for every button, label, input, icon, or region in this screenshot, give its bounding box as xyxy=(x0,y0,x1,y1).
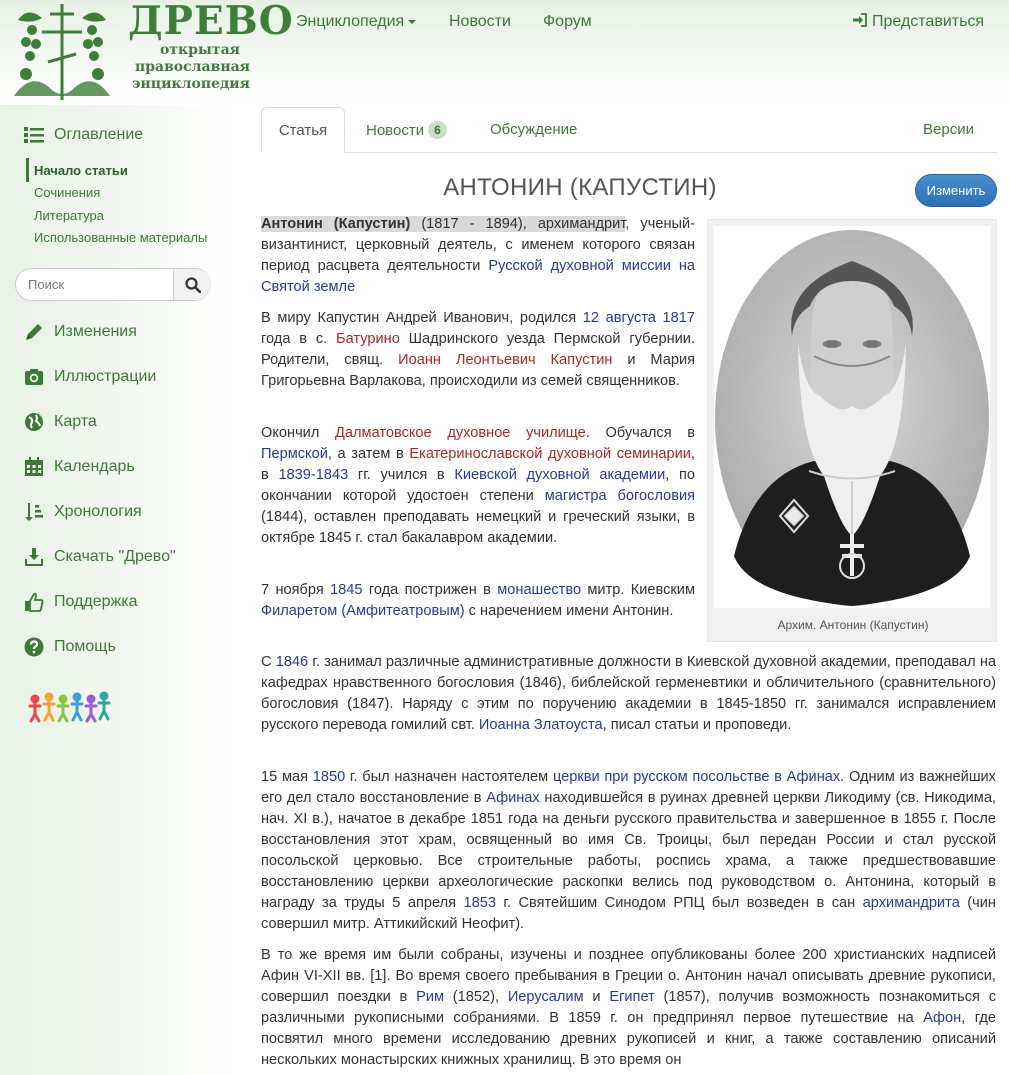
article-figure xyxy=(707,219,997,642)
text-span: года в с. xyxy=(261,331,337,347)
text-span: , писал статьи и проповеди. xyxy=(602,717,792,733)
text-span: митр. Киевским xyxy=(581,582,695,598)
link-ekaterinoslav-seminary[interactable]: Екатеринославской духовной семинарии xyxy=(409,446,691,462)
text-span: , где посвятил много времени исследованию древних рукописей и книг, а также составлению описаний нескольких монастырских книжных хранилищ. В это время он xyxy=(261,1010,996,1068)
sidebar-item-label: Хронология xyxy=(54,503,142,520)
toc-item-start[interactable]: Начало статьи xyxy=(34,163,128,178)
link-baturino[interactable]: Батурино xyxy=(336,331,400,347)
page-title: АНТОНИН (КАПУСТИН) xyxy=(443,174,717,201)
sidebar-item-label: Помощь xyxy=(54,638,116,655)
login-link[interactable] xyxy=(853,13,984,31)
login-label: Представиться xyxy=(872,13,985,30)
text-span: . Одним из важнейших его дел стало восстановление в xyxy=(261,769,996,806)
text-span: г. был назначен настоятелем xyxy=(345,769,553,785)
paragraph-6 xyxy=(261,767,996,935)
text-span: 7 ноября xyxy=(261,582,331,598)
logo-subtitle xyxy=(132,42,250,93)
camera-icon xyxy=(24,367,44,387)
sidebar-item-label: Изменения xyxy=(54,323,137,340)
sidebar-item-calendar[interactable] xyxy=(24,455,135,479)
text-span: и xyxy=(583,989,610,1005)
paragraph-3 xyxy=(261,423,695,549)
sidebar-item-map[interactable] xyxy=(24,410,97,434)
question-circle-icon xyxy=(24,637,44,657)
link-athens-church[interactable]: церкви при русском посольстве в Афинах xyxy=(552,769,841,785)
paragraph-4 xyxy=(261,580,695,622)
link-1846[interactable]: 1846 xyxy=(275,654,309,670)
sidebar-item-label: Карта xyxy=(54,413,97,430)
nav-forum[interactable]: Форум xyxy=(543,13,592,30)
sign-in-icon xyxy=(853,13,867,27)
tab-news-label: Новости xyxy=(366,122,425,139)
link-birth-date[interactable]: 12 августа 1817 xyxy=(582,310,695,326)
article-name-bold: Антонин (Капустин) xyxy=(261,216,411,232)
text-span: В миру Капустин Андрей Иванович, родился xyxy=(261,310,583,326)
toc-item-works[interactable]: Сочинения xyxy=(34,185,101,200)
link-perm[interactable]: Пермской xyxy=(261,446,328,462)
text-span: года пострижен в xyxy=(362,582,498,598)
link-master-theology[interactable]: магистра богословия xyxy=(544,488,695,504)
sidebar-item-label: Иллюстрации xyxy=(54,368,157,385)
logo-title: ДРЕВО xyxy=(128,0,294,44)
nav-news[interactable]: Новости xyxy=(449,13,511,30)
text-span: С xyxy=(261,654,276,670)
sidebar-item-illustrations[interactable] xyxy=(24,365,156,389)
tab-discussion[interactable]: Обсуждение xyxy=(490,121,578,138)
logo-subtitle-line-1: открытая xyxy=(159,42,241,58)
calendar-icon xyxy=(24,457,44,477)
sidebar-item-help[interactable] xyxy=(24,635,116,659)
link-1853[interactable]: 1853 xyxy=(463,895,496,911)
text-span: находившейся в руинах древней церкви Ликодиму (св. Никодима, нач. XI в.), начатое в декабре 1851 года на деньги русского правительства и завершенное в 1855 г. После восстановления этот храм, освященный во имя Св. Троицы, был передан России и стал русской посольской церковью. Все строительные работы, роспись храма, а также предшествовавшие восстановлению церкви археологические раскопки велись под руководством о. Антонина, который в награду за труды 5 апреля xyxy=(261,790,996,911)
link-kiev-academy[interactable]: Киевской духовной академии xyxy=(454,467,666,483)
paragraph-7 xyxy=(261,945,996,1071)
link-jerusalem[interactable]: Иерусалим xyxy=(507,989,584,1005)
tab-news[interactable] xyxy=(366,121,447,139)
text-span: В то же время им были собраны, изучены и позднее опубликованы более 200 христианских надписей Афин VI-XII вв. [1]. Во время своего пребывания в Греции о. Антонин начал описывать древние рукописи, совершил поездки в xyxy=(261,947,996,1005)
sidebar-toc[interactable] xyxy=(24,123,143,147)
logo-subtitle-line-2: православная xyxy=(134,59,250,75)
search-button[interactable] xyxy=(173,269,211,300)
sidebar-item-label: Календарь xyxy=(54,458,135,475)
link-father[interactable]: Иоанн Леонтьевич Капустин xyxy=(398,352,613,368)
sidebar-item-label: Скачать "Древо" xyxy=(54,548,176,565)
text-span: Окончил xyxy=(261,425,336,441)
tab-versions[interactable]: Версии xyxy=(923,121,974,138)
link-john-chrysostom[interactable]: Иоанна Златоуста xyxy=(478,717,603,733)
pencil-icon xyxy=(24,322,44,342)
link-athos[interactable]: Афон xyxy=(923,1010,962,1026)
sidebar-item-label: Поддержка xyxy=(54,593,138,610)
text-span: 15 мая xyxy=(261,769,313,785)
download-icon xyxy=(24,547,44,567)
search-box xyxy=(15,268,211,301)
globe-icon xyxy=(24,412,44,432)
logo[interactable] xyxy=(12,0,294,104)
link-monasticism[interactable]: монашество xyxy=(497,582,582,598)
edit-button[interactable]: Изменить xyxy=(915,174,997,207)
toc-item-literature[interactable]: Литература xyxy=(34,208,104,223)
image-caption: Архим. Антонин (Капустин) xyxy=(777,618,929,632)
link-1850[interactable]: 1850 xyxy=(312,769,346,785)
link-archimandrite[interactable]: архимандрита xyxy=(862,895,960,911)
paragraph-2 xyxy=(261,308,695,392)
link-filaret[interactable]: Филаретом (Амфитеатровым) xyxy=(261,603,465,619)
news-count-badge: 6 xyxy=(428,121,447,139)
highlighted-text xyxy=(261,216,625,232)
link-years[interactable]: 1839-1843 xyxy=(278,467,349,483)
link-athens[interactable]: Афинах xyxy=(486,790,540,806)
people-logo-icon xyxy=(27,690,117,726)
text-span: (чин совершил митр. Аттикийский Неофит). xyxy=(261,895,996,932)
link-rome[interactable]: Рим xyxy=(416,989,445,1005)
text-span: (1817 - 1894), архимандрит xyxy=(410,216,626,232)
text-span: г. Святейшим Синодом РПЦ был возведен в сан xyxy=(495,895,863,911)
sidebar-item-chronology[interactable] xyxy=(24,500,142,524)
tab-article[interactable]: Статья xyxy=(261,107,345,153)
paragraph-5 xyxy=(261,652,996,736)
sidebar-toc-label: Оглавление xyxy=(54,126,144,143)
text-span: гг. учился в xyxy=(348,467,455,483)
toc-active-indicator xyxy=(26,158,29,182)
text-span: , ученый-византинист, церковный деятель, с именем которого связан период расцвета деятельности xyxy=(261,216,695,274)
text-span: . Обучался в xyxy=(585,425,696,441)
cross-vine-emblem-icon xyxy=(12,0,112,104)
portrait-image[interactable] xyxy=(714,226,990,608)
text-span: Шадринского уезда Пермской губернии. Родители, свящ. xyxy=(261,331,696,368)
logo-subtitle-line-3: энциклопедия xyxy=(132,76,251,92)
search-input[interactable] xyxy=(16,269,174,300)
sidebar-item-download[interactable] xyxy=(24,545,176,569)
link-dalmatov-school[interactable]: Далматовское духовное училище xyxy=(335,425,586,441)
toc-item-sources[interactable]: Использованные материалы xyxy=(34,230,208,245)
text-span: , в xyxy=(261,446,695,483)
text-span: (1844), оставлен преподавать немецкий и греческий языки, в октябре 1845 г. стал бакалавром академии. xyxy=(261,509,695,546)
list-icon xyxy=(24,125,44,145)
text-span: (1857), получив возможность познакомиться с различными рукописными собраниями. В 1859 г. он предпринял первое путешествие на xyxy=(261,989,996,1026)
nav-encyclopedia-dropdown[interactable] xyxy=(296,13,416,31)
sidebar-item-support[interactable] xyxy=(24,590,137,614)
text-span: г. занимал различные административные должности в Киевской духовной академии, преподавал на кафедрах нравственного богословия (1846), библейской герменевтики и обличительного (сравнительного) богословия (1847). Наряду с этим по поручению академии в 1845-1850 гг. занимался исправлением русского перевода гомилий свт. xyxy=(261,654,996,733)
link-russian-mission[interactable]: Русской духовной миссии на Святой земле xyxy=(261,258,695,295)
text-span: с наречением имени Антонин. xyxy=(464,603,674,619)
text-span: и Мария Григорьевна Варлакова, происходили из семей священников. xyxy=(261,352,695,389)
paragraph-1 xyxy=(261,214,695,298)
tabs-divider xyxy=(261,152,997,153)
link-1845[interactable]: 1845 xyxy=(330,582,363,598)
text-span: , по окончании которой удостоен степени xyxy=(261,467,695,504)
link-egypt[interactable]: Египет xyxy=(609,989,655,1005)
nav-encyclopedia-label: Энциклопедия xyxy=(296,13,405,30)
sort-icon xyxy=(24,502,44,522)
header xyxy=(0,0,1009,105)
thumbs-up-icon xyxy=(24,592,44,612)
sidebar-item-changes[interactable] xyxy=(24,320,137,344)
caret-down-icon xyxy=(408,20,416,24)
search-icon xyxy=(185,277,201,293)
text-span: (1852), xyxy=(444,989,508,1005)
text-span: , а затем в xyxy=(327,446,410,462)
